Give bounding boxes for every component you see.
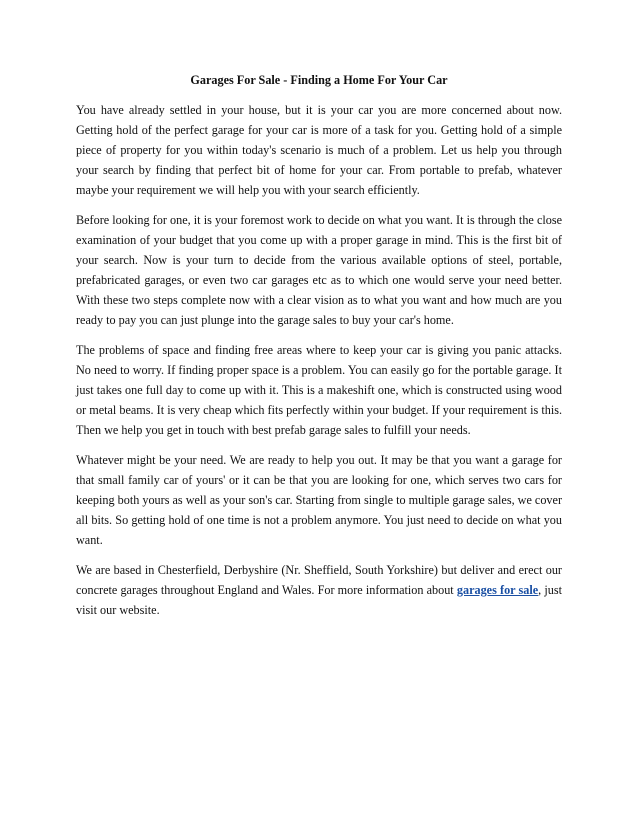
document-title: Garages For Sale - Finding a Home For Your Car [190,73,448,87]
location-text: We are based in Chesterfield, Derbyshire (Nr. Sheffield, South Yorkshire) but deliver and erect our concrete garages throughout England and Wales. For more information about [76,563,562,597]
paragraph-space: The problems of space and finding free areas where to keep your car is giving you panic attacks. No need to worry. If finding proper space is a problem. You can easily go for the portable garage. It just takes one full day to come up with it. This is a makeshift one, which is constructed using wood or metal beams. It is very cheap which fits perfectly within your budget. If your requirement is this. Then we help you get in touch with best prefab garage sales to fulfill your needs. [76,343,562,437]
paragraph-budget: Before looking for one, it is your foremost work to decide on what you want. It is through the close examination of your budget that you come up with a proper garage in mind. This is the first bit of your search. Now is your turn to decide from the various available options of steel, portable, prefabricated garages, or even two car garages etc as to which one would serve your need better. With these two steps complete now with a clear vision as to what you want and how much are you ready to pay you can just plunge into the garage sales to buy your car's home. [76,213,562,327]
paragraph-intro: You have already settled in your house, but it is your car you are more concerned about now. Getting hold of the perfect garage for your car is more of a task for you. Getting hold of a simple piece of property for you within today's scenario is much of a problem. Let us help you through your search by finding that perfect bit of home for your car. From portable to prefab, whatever maybe your requirement we will help you with your search efficiently. [76,103,562,197]
document-page [76,70,562,630]
garages-for-sale-link[interactable]: garages for sale [456,583,539,597]
location-text-end: , just visit our website. [76,583,563,617]
paragraph-location [76,560,562,620]
paragraph-needs: Whatever might be your need. We are ready to help you out. It may be that you want a garage for that small family car of yours' or it can be that you are looking for one, which serves two cars for keeping both yours as well as your son's car. Starting from single to multiple garage sales, we cover all bits. So getting hold of one time is not a problem anymore. You just need to decide on what you want. [76,453,562,547]
